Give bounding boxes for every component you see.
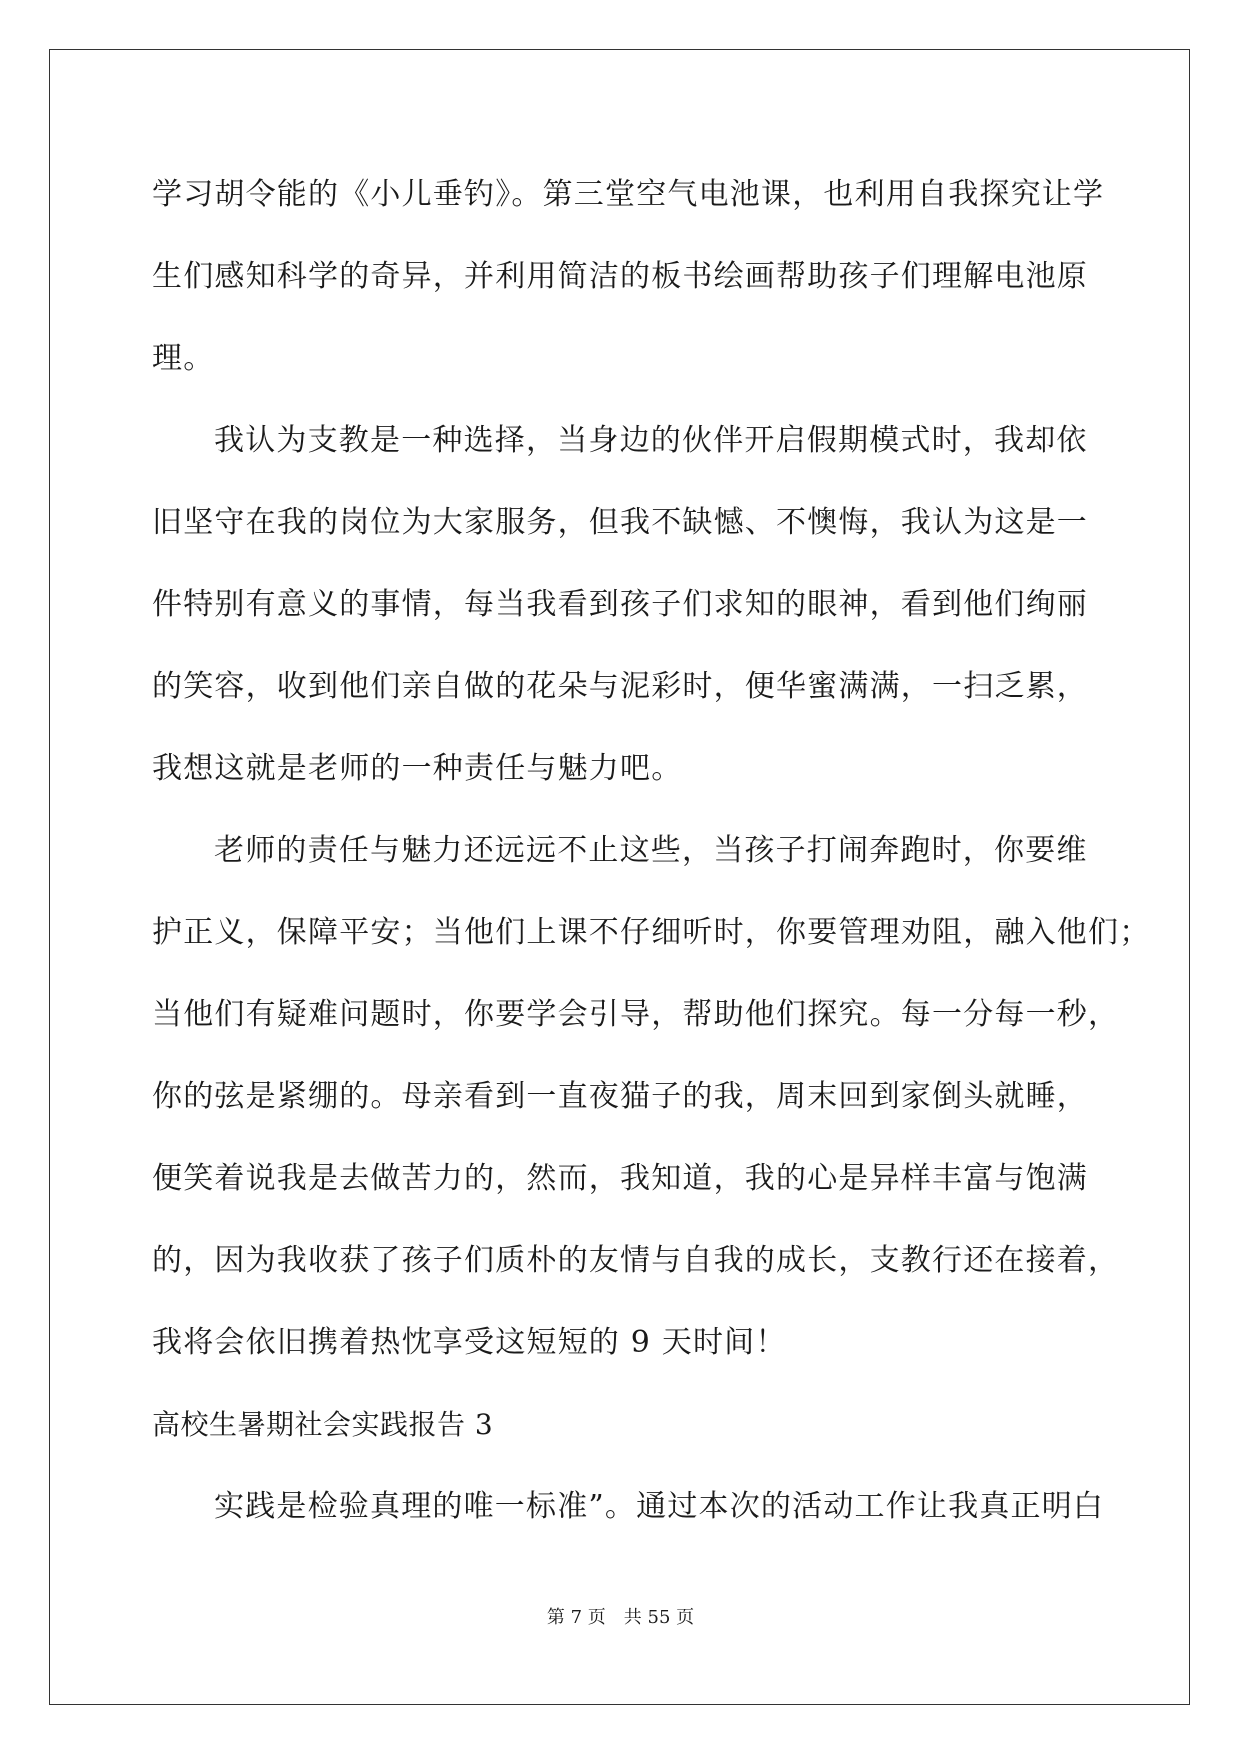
text-line: 我想这就是老师的一种责任与魅力吧。 <box>152 751 683 786</box>
text-line: 我将会依旧携着热忱享受这短短的 9 天时间！ <box>152 1325 787 1360</box>
text-line: 件特别有意义的事情，每当我看到孩子们求知的眼神，看到他们绚丽 <box>152 587 1088 622</box>
paragraph-first-line: 实践是检验真理的唯一标准”。通过本次的活动工作让我真正明白 <box>214 1489 1105 1524</box>
document-body <box>152 160 1151 1554</box>
paragraph-first-line: 老师的责任与魅力还远远不止这些，当孩子打闹奔跑时，你要维 <box>214 833 1088 868</box>
text-line: 学习胡令能的《小儿垂钓》。第三堂空气电池课，也利用自我探究让学 <box>152 177 1105 212</box>
page-number-footer: 第 7 页 共 55 页 <box>546 1607 695 1628</box>
paragraph-first-line: 我认为支教是一种选择，当身边的伙伴开启假期模式时，我却依 <box>214 423 1088 458</box>
text-line: 生们感知科学的奇异，并利用简洁的板书绘画帮助孩子们理解电池原 <box>152 259 1088 294</box>
section-heading: 高校生暑期社会实践报告 3 <box>152 1408 494 1441</box>
text-line: 的，因为我收获了孩子们质朴的友情与自我的成长，支教行还在接着， <box>152 1243 1120 1278</box>
text-line: 的笑容，收到他们亲自做的花朵与泥彩时，便华蜜满满，一扫乏累， <box>152 669 1088 704</box>
text-line: 护正义，保障平安；当他们上课不仔细听时，你要管理劝阻，融入他们； <box>152 915 1151 950</box>
text-line: 当他们有疑难问题时，你要学会引导，帮助他们探究。每一分每一秒， <box>152 997 1120 1032</box>
text-line: 你的弦是紧绷的。母亲看到一直夜猫子的我，周末回到家倒头就睡， <box>152 1079 1088 1114</box>
text-line: 旧坚守在我的岗位为大家服务，但我不缺憾、不懊悔，我认为这是一 <box>152 505 1088 540</box>
text-line: 理。 <box>152 341 215 376</box>
text-line: 便笑着说我是去做苦力的，然而，我知道，我的心是异样丰富与饱满 <box>152 1161 1088 1196</box>
